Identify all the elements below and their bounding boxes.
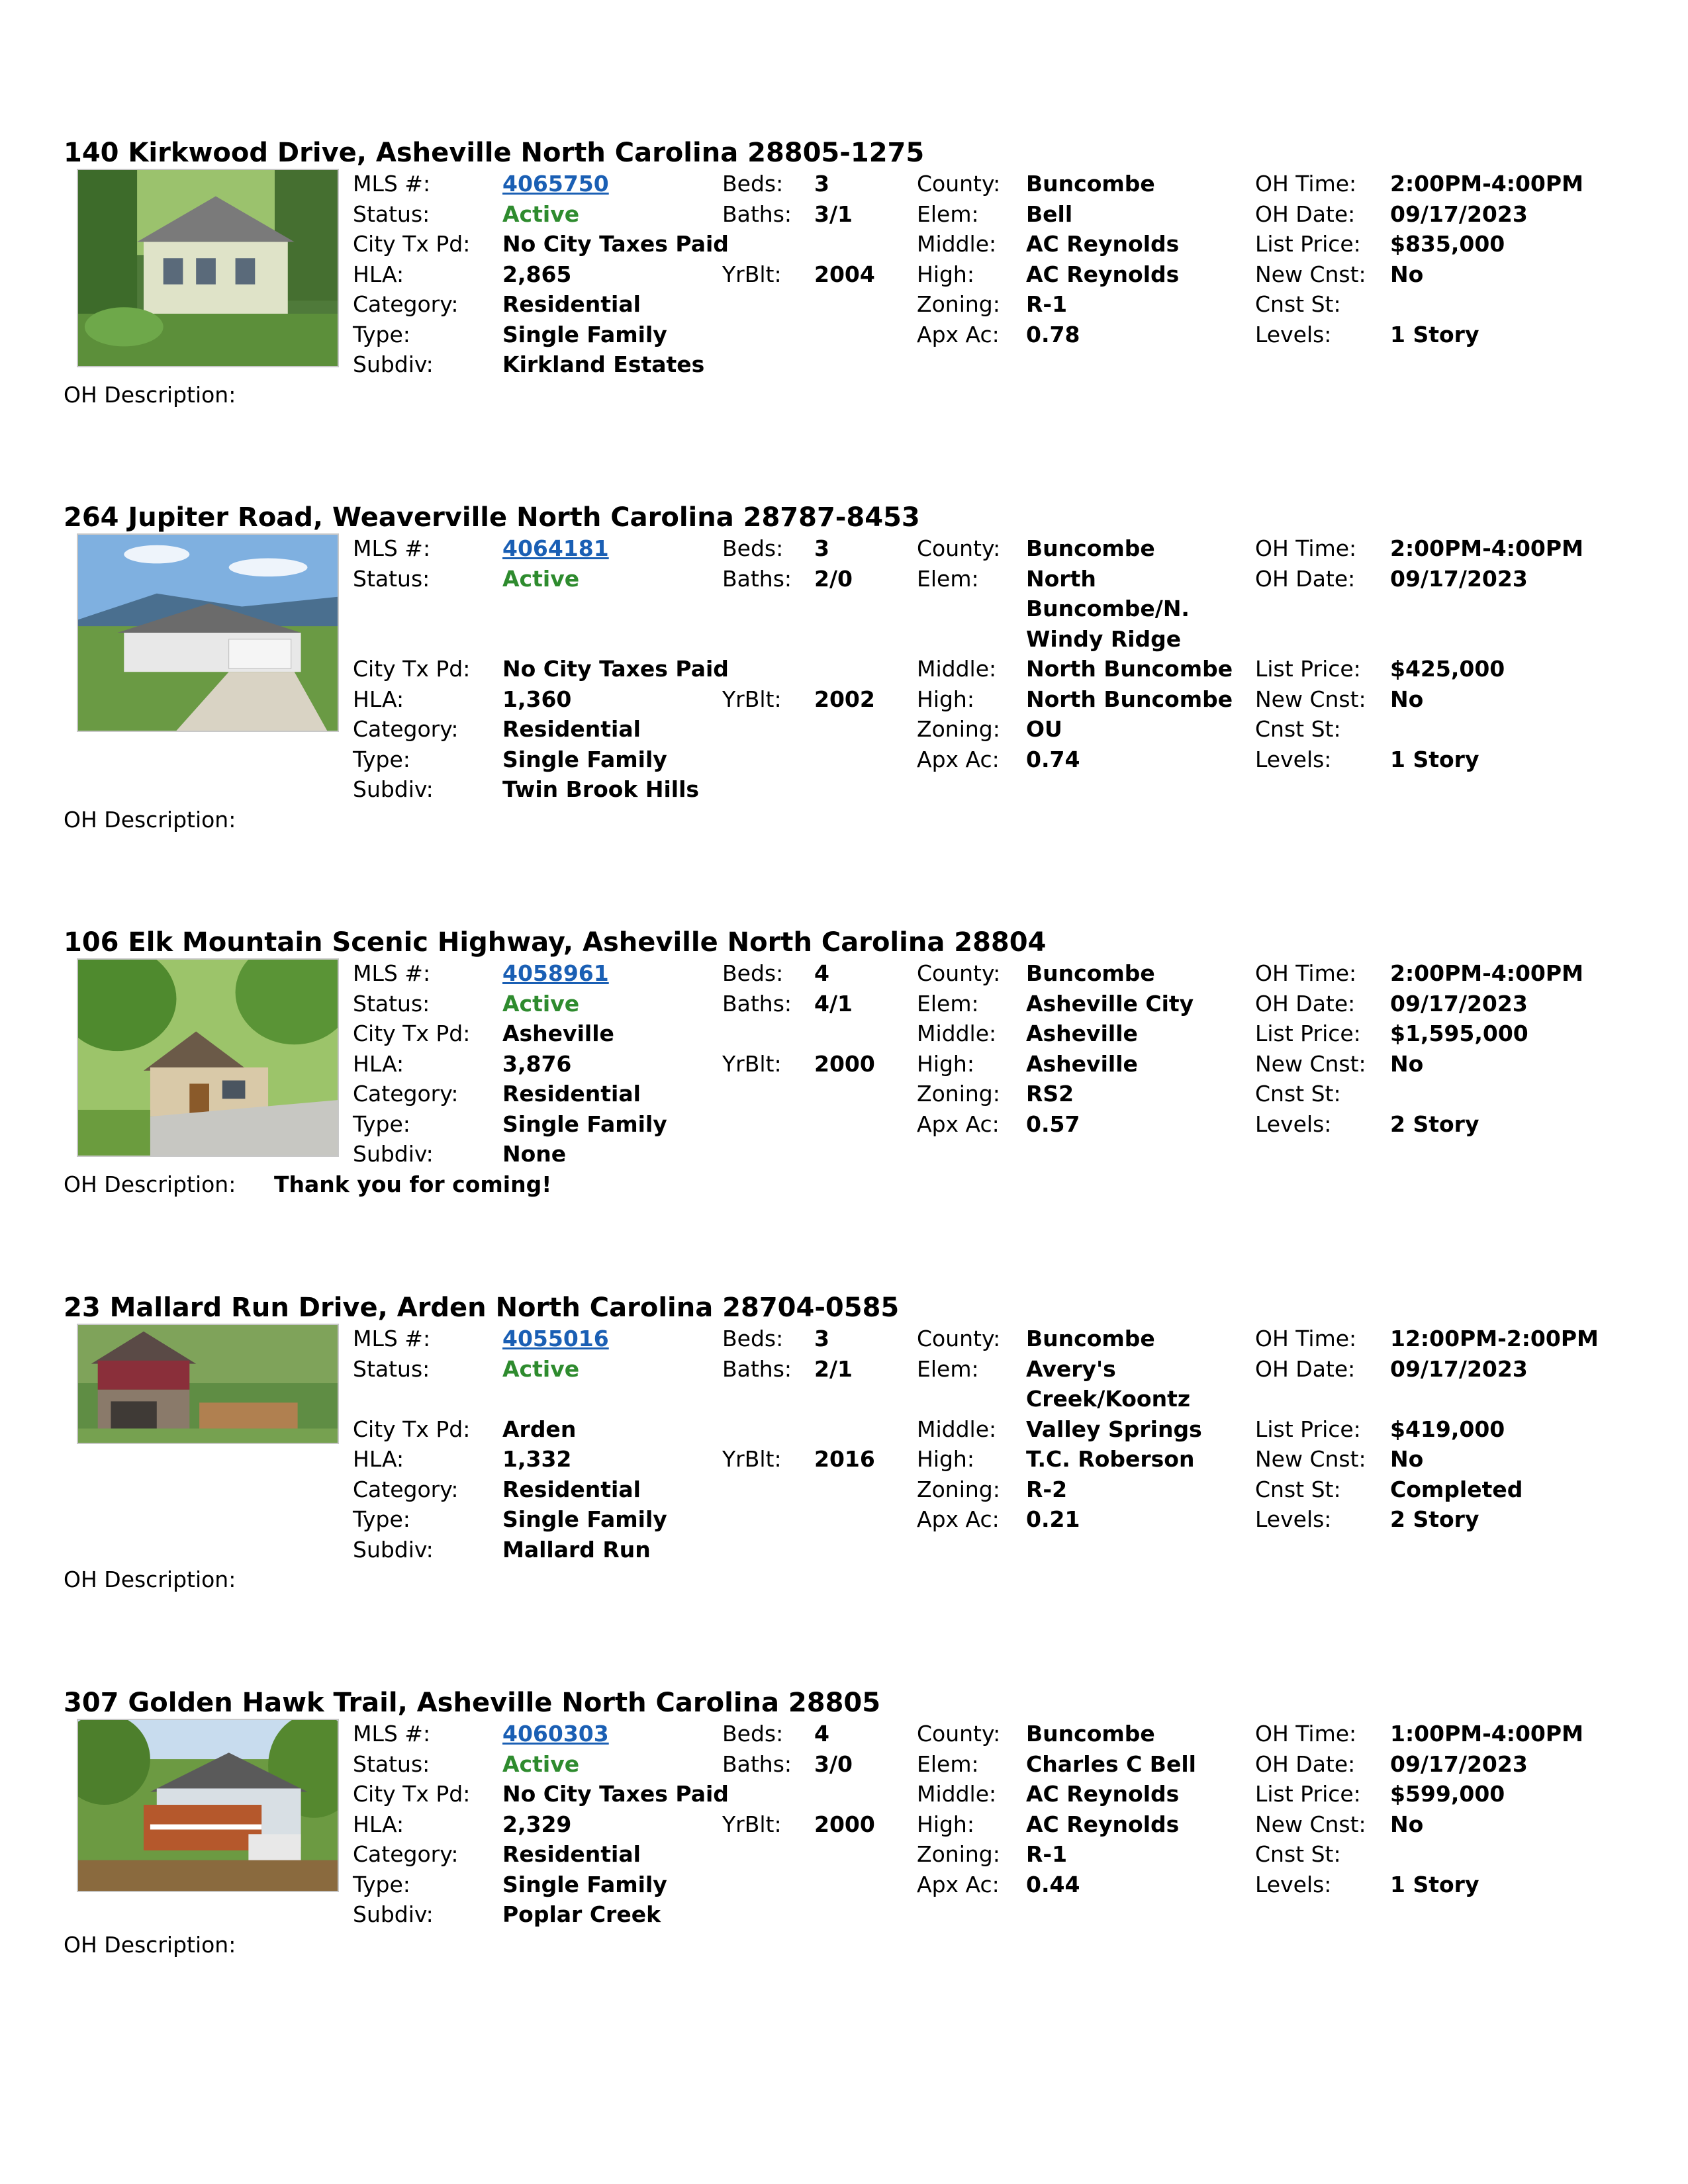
category-label: Category: — [353, 1081, 459, 1107]
type-value: Single Family — [502, 1871, 667, 1897]
oh-description-label: OH Description: — [64, 1567, 236, 1592]
oh-time-value: 1:00PM-4:00PM — [1390, 1721, 1583, 1747]
listing-address: 106 Elk Mountain Scenic Highway, Asheville North Carolina 28804 — [64, 927, 1047, 958]
hla-value: 2,329 — [502, 1811, 572, 1837]
mls-number-link[interactable]: 4055016 — [502, 1326, 609, 1351]
category-label: Category: — [353, 291, 459, 317]
zoning-label: Zoning: — [917, 1081, 1000, 1107]
hla-label: HLA: — [353, 1050, 404, 1077]
subdiv-value: Mallard Run — [502, 1536, 651, 1563]
listing-address: 264 Jupiter Road, Weaverville North Carolina 28787-8453 — [64, 502, 920, 533]
beds-label: Beds: — [722, 535, 784, 561]
yrblt-label: YrBlt: — [722, 261, 782, 287]
apx-ac-value: 0.78 — [1026, 321, 1080, 347]
elem-label: Elem: — [917, 1355, 979, 1382]
listing-address: 23 Mallard Run Drive, Arden North Carolina 28704-0585 — [64, 1293, 900, 1323]
yrblt-label: YrBlt: — [722, 686, 782, 712]
oh-time-label: OH Time: — [1255, 171, 1357, 197]
list-price-label: List Price: — [1255, 231, 1361, 257]
yrblt-value: 2000 — [814, 1050, 875, 1077]
county-label: County: — [917, 535, 1001, 561]
high-value: North Buncombe — [1026, 686, 1233, 712]
levels-value: 2 Story — [1390, 1111, 1479, 1137]
apx-ac-label: Apx Ac: — [917, 1506, 1000, 1532]
zoning-value: R-1 — [1026, 1841, 1068, 1867]
county-label: County: — [917, 1721, 1001, 1747]
oh-description-label: OH Description: — [64, 807, 236, 833]
levels-label: Levels: — [1255, 321, 1332, 347]
category-value: Residential — [502, 291, 641, 317]
elem-value: North Buncombe/N. Windy Ridge — [1026, 565, 1190, 652]
oh-date-value: 09/17/2023 — [1390, 565, 1528, 592]
listing-card — [64, 502, 1639, 846]
category-label: Category: — [353, 1841, 459, 1867]
elem-value: Asheville City — [1026, 990, 1194, 1017]
levels-label: Levels: — [1255, 1111, 1332, 1137]
city-tx-label: City Tx Pd: — [353, 656, 471, 682]
baths-value: 3/0 — [814, 1751, 853, 1777]
listing-card — [64, 927, 1639, 1205]
county-label: County: — [917, 1326, 1001, 1351]
apx-ac-label: Apx Ac: — [917, 1871, 1000, 1897]
list-price-label: List Price: — [1255, 1021, 1361, 1046]
elem-label: Elem: — [917, 990, 979, 1017]
status-value: Active — [502, 990, 580, 1017]
type-label: Type: — [353, 746, 410, 772]
high-value: AC Reynolds — [1026, 1811, 1180, 1837]
middle-value: North Buncombe — [1026, 656, 1233, 682]
elem-value: Charles C Bell — [1026, 1751, 1196, 1777]
zoning-value: R-1 — [1026, 291, 1068, 317]
new-cnst-value: No — [1390, 1811, 1424, 1837]
yrblt-label: YrBlt: — [722, 1050, 782, 1077]
hla-value: 1,332 — [502, 1446, 572, 1472]
middle-label: Middle: — [917, 231, 997, 257]
high-label: High: — [917, 1050, 974, 1077]
listing-card — [64, 1687, 1639, 1965]
beds-label: Beds: — [722, 960, 784, 986]
zoning-label: Zoning: — [917, 1841, 1000, 1867]
oh-date-label: OH Date: — [1255, 1355, 1356, 1382]
oh-description-value: Thank you for coming! — [274, 1171, 552, 1197]
status-label: Status: — [353, 1751, 430, 1777]
type-label: Type: — [353, 321, 410, 347]
type-label: Type: — [353, 1506, 410, 1532]
property-photo[interactable] — [77, 1324, 339, 1444]
new-cnst-value: No — [1390, 1446, 1424, 1472]
type-value: Single Family — [502, 321, 667, 347]
levels-value: 1 Story — [1390, 321, 1479, 347]
apx-ac-label: Apx Ac: — [917, 321, 1000, 347]
list-price-label: List Price: — [1255, 1416, 1361, 1442]
category-value: Residential — [502, 1841, 641, 1867]
high-value: T.C. Roberson — [1026, 1446, 1195, 1472]
type-label: Type: — [353, 1871, 410, 1897]
subdiv-label: Subdiv: — [353, 1141, 434, 1167]
mls-label: MLS #: — [353, 171, 431, 197]
list-price-value: $599,000 — [1390, 1781, 1505, 1807]
beds-label: Beds: — [722, 171, 784, 197]
middle-label: Middle: — [917, 656, 997, 682]
property-photo[interactable] — [77, 169, 339, 367]
cnst-st-label: Cnst St: — [1255, 1081, 1341, 1107]
oh-date-label: OH Date: — [1255, 990, 1356, 1017]
list-price-value: $835,000 — [1390, 231, 1505, 257]
yrblt-value: 2002 — [814, 686, 875, 712]
property-photo[interactable] — [77, 1719, 339, 1892]
new-cnst-value: No — [1390, 1050, 1424, 1077]
subdiv-label: Subdiv: — [353, 351, 434, 377]
city-tx-label: City Tx Pd: — [353, 1781, 471, 1807]
baths-label: Baths: — [722, 565, 792, 592]
new-cnst-label: New Cnst: — [1255, 1446, 1366, 1472]
new-cnst-value: No — [1390, 261, 1424, 287]
elem-label: Elem: — [917, 1751, 979, 1777]
oh-date-label: OH Date: — [1255, 201, 1356, 227]
oh-date-value: 09/17/2023 — [1390, 1355, 1528, 1382]
yrblt-value: 2016 — [814, 1446, 875, 1472]
oh-date-value: 09/17/2023 — [1390, 1751, 1528, 1777]
oh-time-value: 2:00PM-4:00PM — [1390, 171, 1583, 197]
oh-date-label: OH Date: — [1255, 1751, 1356, 1777]
mls-number-link[interactable]: 4064181 — [502, 535, 609, 561]
type-value: Single Family — [502, 1111, 667, 1137]
oh-description-label: OH Description: — [64, 1171, 236, 1197]
county-value: Buncombe — [1026, 1721, 1155, 1747]
zoning-value: OU — [1026, 716, 1062, 742]
category-label: Category: — [353, 1476, 459, 1502]
hla-label: HLA: — [353, 1446, 404, 1472]
type-label: Type: — [353, 1111, 410, 1137]
zoning-value: RS2 — [1026, 1081, 1074, 1107]
high-value: AC Reynolds — [1026, 261, 1180, 287]
city-tx-label: City Tx Pd: — [353, 1021, 471, 1046]
zoning-label: Zoning: — [917, 291, 1000, 317]
hla-label: HLA: — [353, 686, 404, 712]
listing-card — [64, 1292, 1639, 1636]
status-label: Status: — [353, 990, 430, 1017]
subdiv-label: Subdiv: — [353, 1536, 434, 1563]
high-label: High: — [917, 686, 974, 712]
apx-ac-label: Apx Ac: — [917, 746, 1000, 772]
new-cnst-label: New Cnst: — [1255, 261, 1366, 287]
mls-number-link[interactable]: 4058961 — [502, 960, 609, 986]
levels-value: 1 Story — [1390, 746, 1479, 772]
hla-label: HLA: — [353, 261, 404, 287]
mls-number-link[interactable]: 4060303 — [502, 1721, 609, 1747]
type-value: Single Family — [502, 1506, 667, 1532]
subdiv-value: Poplar Creek — [502, 1901, 661, 1927]
status-label: Status: — [353, 565, 430, 592]
oh-date-value: 09/17/2023 — [1390, 201, 1528, 227]
beds-value: 4 — [814, 960, 829, 986]
list-price-value: $425,000 — [1390, 656, 1505, 682]
apx-ac-value: 0.57 — [1026, 1111, 1080, 1137]
oh-description-label: OH Description: — [64, 1932, 236, 1958]
oh-time-value: 2:00PM-4:00PM — [1390, 535, 1583, 561]
oh-description-label: OH Description: — [64, 382, 236, 408]
beds-value: 3 — [814, 171, 829, 197]
listing-address: 307 Golden Hawk Trail, Asheville North Carolina 28805 — [64, 1688, 881, 1718]
county-value: Buncombe — [1026, 171, 1155, 197]
high-label: High: — [917, 1446, 974, 1472]
elem-label: Elem: — [917, 201, 979, 227]
zoning-label: Zoning: — [917, 716, 1000, 742]
levels-label: Levels: — [1255, 746, 1332, 772]
cnst-st-label: Cnst St: — [1255, 1476, 1341, 1502]
new-cnst-value: No — [1390, 686, 1424, 712]
middle-label: Middle: — [917, 1021, 997, 1046]
mls-label: MLS #: — [353, 1721, 431, 1747]
county-label: County: — [917, 960, 1001, 986]
middle-value: AC Reynolds — [1026, 231, 1180, 257]
yrblt-value: 2004 — [814, 261, 875, 287]
subdiv-value: None — [502, 1141, 567, 1167]
list-price-label: List Price: — [1255, 1781, 1361, 1807]
property-photo[interactable] — [77, 533, 339, 732]
subdiv-label: Subdiv: — [353, 776, 434, 802]
cnst-st-label: Cnst St: — [1255, 291, 1341, 317]
apx-ac-value: 0.44 — [1026, 1871, 1080, 1897]
middle-label: Middle: — [917, 1416, 997, 1442]
apx-ac-label: Apx Ac: — [917, 1111, 1000, 1137]
middle-value: AC Reynolds — [1026, 1781, 1180, 1807]
baths-label: Baths: — [722, 201, 792, 227]
high-value: Asheville — [1026, 1050, 1138, 1077]
county-value: Buncombe — [1026, 1326, 1155, 1351]
levels-value: 2 Story — [1390, 1506, 1479, 1532]
elem-label: Elem: — [917, 565, 979, 592]
oh-date-value: 09/17/2023 — [1390, 990, 1528, 1017]
yrblt-value: 2000 — [814, 1811, 875, 1837]
listing-card — [64, 137, 1639, 415]
status-value: Active — [502, 1355, 580, 1382]
type-value: Single Family — [502, 746, 667, 772]
baths-label: Baths: — [722, 1751, 792, 1777]
city-tx-label: City Tx Pd: — [353, 231, 471, 257]
property-photo[interactable] — [77, 958, 339, 1157]
middle-value: Asheville — [1026, 1021, 1138, 1046]
status-label: Status: — [353, 1355, 430, 1382]
category-value: Residential — [502, 1081, 641, 1107]
subdiv-value: Twin Brook Hills — [502, 776, 700, 802]
mls-label: MLS #: — [353, 1326, 431, 1351]
oh-time-value: 2:00PM-4:00PM — [1390, 960, 1583, 986]
apx-ac-value: 0.74 — [1026, 746, 1080, 772]
county-value: Buncombe — [1026, 960, 1155, 986]
city-tx-label: City Tx Pd: — [353, 1416, 471, 1442]
high-label: High: — [917, 1811, 974, 1837]
status-label: Status: — [353, 201, 430, 227]
list-price-value: $419,000 — [1390, 1416, 1505, 1442]
beds-label: Beds: — [722, 1326, 784, 1351]
city-tx-value: No City Taxes Paid — [502, 1781, 729, 1807]
apx-ac-value: 0.21 — [1026, 1506, 1080, 1532]
city-tx-value: Arden — [502, 1416, 577, 1442]
category-label: Category: — [353, 716, 459, 742]
cnst-st-label: Cnst St: — [1255, 716, 1341, 742]
new-cnst-label: New Cnst: — [1255, 1050, 1366, 1077]
levels-label: Levels: — [1255, 1871, 1332, 1897]
subdiv-label: Subdiv: — [353, 1901, 434, 1927]
middle-value: Valley Springs — [1026, 1416, 1202, 1442]
baths-label: Baths: — [722, 1355, 792, 1382]
baths-value: 4/1 — [814, 990, 853, 1017]
category-value: Residential — [502, 1476, 641, 1502]
hla-value: 1,360 — [502, 686, 572, 712]
subdiv-value: Kirkland Estates — [502, 351, 705, 377]
city-tx-value: No City Taxes Paid — [502, 231, 729, 257]
zoning-value: R-2 — [1026, 1476, 1068, 1502]
oh-time-label: OH Time: — [1255, 535, 1357, 561]
baths-value: 2/1 — [814, 1355, 853, 1382]
cnst-st-value: Completed — [1390, 1476, 1523, 1502]
cnst-st-label: Cnst St: — [1255, 1841, 1341, 1867]
oh-time-label: OH Time: — [1255, 1721, 1357, 1747]
zoning-label: Zoning: — [917, 1476, 1000, 1502]
hla-value: 3,876 — [502, 1050, 572, 1077]
levels-value: 1 Story — [1390, 1871, 1479, 1897]
listing-address: 140 Kirkwood Drive, Asheville North Carolina 28805-1275 — [64, 138, 925, 168]
status-value: Active — [502, 201, 580, 227]
city-tx-value: Asheville — [502, 1021, 614, 1046]
mls-number-link[interactable]: 4065750 — [502, 171, 609, 197]
elem-value: Bell — [1026, 201, 1073, 227]
baths-label: Baths: — [722, 990, 792, 1017]
oh-date-label: OH Date: — [1255, 565, 1356, 592]
new-cnst-label: New Cnst: — [1255, 686, 1366, 712]
status-value: Active — [502, 565, 580, 592]
baths-value: 2/0 — [814, 565, 853, 592]
middle-label: Middle: — [917, 1781, 997, 1807]
baths-value: 3/1 — [814, 201, 853, 227]
new-cnst-label: New Cnst: — [1255, 1811, 1366, 1837]
beds-label: Beds: — [722, 1721, 784, 1747]
hla-label: HLA: — [353, 1811, 404, 1837]
levels-label: Levels: — [1255, 1506, 1332, 1532]
hla-value: 2,865 — [502, 261, 572, 287]
city-tx-value: No City Taxes Paid — [502, 656, 729, 682]
elem-value: Avery's Creek/Koontz — [1026, 1355, 1191, 1412]
yrblt-label: YrBlt: — [722, 1811, 782, 1837]
status-value: Active — [502, 1751, 580, 1777]
yrblt-label: YrBlt: — [722, 1446, 782, 1472]
oh-time-label: OH Time: — [1255, 960, 1357, 986]
oh-time-label: OH Time: — [1255, 1326, 1357, 1351]
mls-label: MLS #: — [353, 535, 431, 561]
high-label: High: — [917, 261, 974, 287]
oh-time-value: 12:00PM-2:00PM — [1390, 1326, 1599, 1351]
county-value: Buncombe — [1026, 535, 1155, 561]
mls-label: MLS #: — [353, 960, 431, 986]
beds-value: 3 — [814, 535, 829, 561]
county-label: County: — [917, 171, 1001, 197]
beds-value: 3 — [814, 1326, 829, 1351]
list-price-label: List Price: — [1255, 656, 1361, 682]
category-value: Residential — [502, 716, 641, 742]
list-price-value: $1,595,000 — [1390, 1021, 1528, 1046]
beds-value: 4 — [814, 1721, 829, 1747]
